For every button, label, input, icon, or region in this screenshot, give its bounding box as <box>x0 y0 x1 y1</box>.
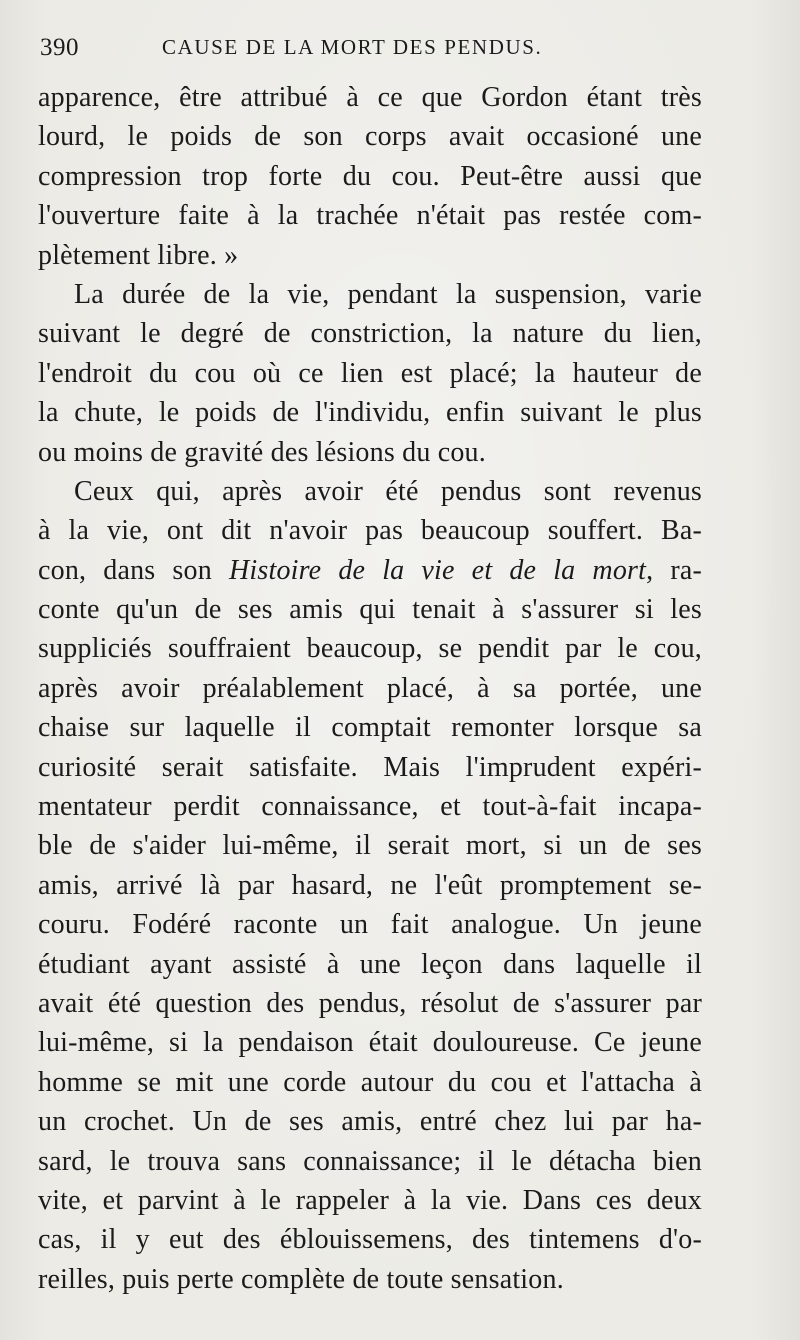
text-line: l'endroit du cou où ce lien est placé; la hauteur de <box>38 357 702 389</box>
text-line-with-italic-title <box>38 551 702 590</box>
text-line: suppliciés souffraient beaucoup, se pendit par le cou, <box>38 633 702 665</box>
text-line: amis, arrivé là par hasard, ne l'eût promptement se- <box>38 869 702 901</box>
text-line: couru. Fodéré raconte un fait analogue. Un jeune <box>38 909 702 941</box>
text-line: plètement libre. » <box>38 239 239 271</box>
text-line: l'ouverture faite à la trachée n'était pas restée com- <box>38 200 702 232</box>
body-text <box>38 78 702 1299</box>
text-line: curiosité serait satisfaite. Mais l'imprudent expéri- <box>38 751 702 783</box>
text-line: avait été question des pendus, résolut de s'assurer par <box>38 987 702 1019</box>
book-title: Histoire de la vie et de la mort <box>228 554 647 586</box>
page-header <box>40 34 600 74</box>
text-line: ou moins de gravité des lésions du cou. <box>38 436 486 468</box>
text-line: cas, il y eut des éblouissemens, des tintemens d'o- <box>38 1224 702 1256</box>
text-line: sard, le trouva sans connaissance; il le détacha bien <box>38 1145 702 1177</box>
text-line: lourd, le poids de son corps avait occasioné une <box>38 121 702 153</box>
text-segment: , ra- <box>646 554 703 586</box>
text-line: étudiant ayant assisté à une leçon dans laquelle il <box>38 948 702 980</box>
text-line: la chute, le poids de l'individu, enfin suivant le plus <box>38 397 702 429</box>
text-line: à la vie, ont dit n'avoir pas beaucoup souffert. Ba- <box>38 515 702 547</box>
text-line: suivant le degré de constriction, la nature du lien, <box>38 318 702 350</box>
text-line: apparence, être attribué à ce que Gordon étant très <box>38 82 702 113</box>
running-title: CAUSE DE LA MORT DES PENDUS. <box>162 35 543 59</box>
page-number: 390 <box>40 34 79 61</box>
text-line: compression trop forte du cou. Peut-être aussi que <box>38 160 702 192</box>
text-line: chaise sur laquelle il comptait remonter lorsque sa <box>38 712 702 744</box>
text-line: après avoir préalablement placé, à sa portée, une <box>38 672 702 704</box>
text-line: lui-même, si la pendaison était douloureuse. Ce jeune <box>38 1027 702 1059</box>
text-segment: con, dans son <box>38 554 212 586</box>
text-line: La durée de la vie, pendant la suspension, varie <box>74 278 702 310</box>
text-line: conte qu'un de ses amis qui tenait à s'assurer si les <box>38 594 702 626</box>
text-line: homme se mit une corde autour du cou et l'attacha à <box>38 1066 702 1098</box>
text-line: reilles, puis perte complète de toute sensation. <box>38 1263 564 1295</box>
text-line: vite, et parvint à le rappeler à la vie. Dans ces deux <box>38 1184 702 1216</box>
text-line: ble de s'aider lui-même, il serait mort, si un de ses <box>38 830 702 862</box>
text-line: un crochet. Un de ses amis, entré chez lui par ha- <box>38 1106 702 1138</box>
text-line: mentateur perdit connaissance, et tout-à-fait incapa- <box>38 791 702 823</box>
text-line: Ceux qui, après avoir été pendus sont revenus <box>74 475 702 507</box>
